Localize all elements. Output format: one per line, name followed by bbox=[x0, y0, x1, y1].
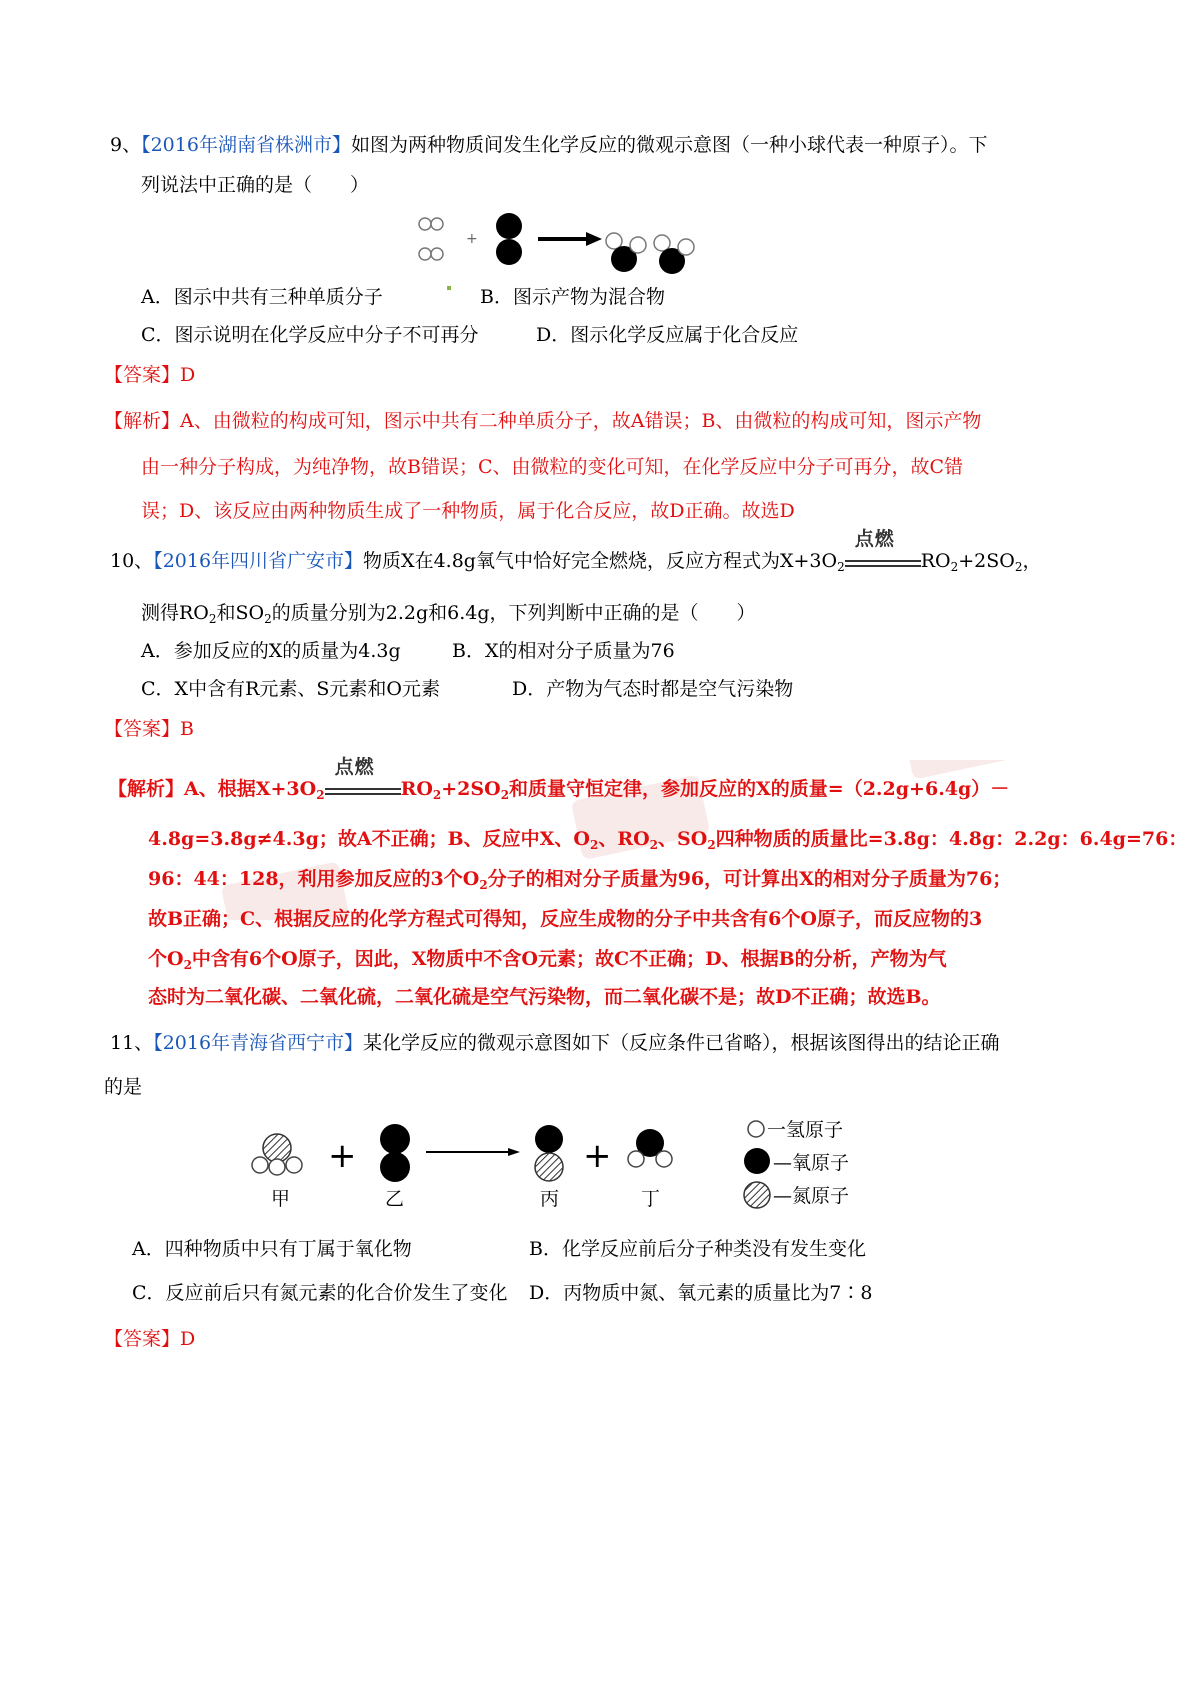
label-bing: 丙 bbox=[540, 1188, 560, 1210]
svg-text:+: + bbox=[328, 1136, 357, 1176]
reaction-condition-arrow-2: 点燃 bbox=[325, 776, 401, 802]
svg-text:+: + bbox=[466, 231, 478, 247]
q10-option-a: A．参加反应的X的质量为4.3g bbox=[141, 640, 401, 662]
q11-option-b: B．化学反应前后分子种类没有发生变化 bbox=[529, 1238, 866, 1260]
q9-option-b: B．图示产物为混合物 bbox=[480, 286, 665, 308]
reaction-condition-arrow: 点燃 bbox=[845, 548, 921, 574]
q9-analysis-line2: 由一种分子构成，为纯净物，故B错误；C、由微粒的变化可知，在化学反应中分子可再分，故C错 bbox=[141, 456, 964, 478]
q10-analysis-line3: 96：44：128，利用参加反应的3个$O_2$分子的相对分子质量为96，可计算出X的相对分子质量为76； bbox=[148, 868, 1012, 892]
q10-option-c: C．X中含有R元素、S元素和O元素 bbox=[141, 678, 440, 700]
q9-reaction-diagram bbox=[410, 205, 700, 275]
label-ding: 丁 bbox=[641, 1188, 661, 1210]
legend-oxygen: —氧原子 bbox=[773, 1152, 850, 1174]
q10-analysis-line5: 个$O_2$中含有6个O原子，因此，X物质中不含O元素；故C不正确；D、根据B的分析，产物为气 bbox=[148, 948, 947, 972]
q10-answer: 【答案】B bbox=[104, 718, 194, 740]
label-yi: 乙 bbox=[385, 1188, 405, 1210]
q10-analysis-line4: 故B正确；C、根据反应的化学方程式可得知，反应生成物的分子中共含有6个O原子，而反应物的3 bbox=[148, 908, 983, 930]
q11-answer: 【答案】D bbox=[104, 1328, 196, 1350]
q10-option-d: D．产物为气态时都是空气污染物 bbox=[512, 678, 794, 700]
q9-option-c: C．图示说明在化学反应中分子不可再分 bbox=[141, 324, 479, 346]
legend-hydrogen: 一氢原子 bbox=[767, 1119, 844, 1141]
q9-option-a: A．图示中共有三种单质分子 bbox=[141, 286, 383, 308]
q11-stem-line2: 的是 bbox=[104, 1076, 143, 1098]
q9-analysis-line1: 【解析】A、由微粒的构成可知，图示中共有二种单质分子，故A错误；B、由微粒的构成可知，图示产物 bbox=[104, 410, 982, 432]
q10-stem-line2: 测得$RO_2$和$SO_2$的质量分别为2.2g和6.4g，下列判断中正确的是（ ） bbox=[141, 602, 756, 626]
q9-analysis-line3: 误；D、该反应由两种物质生成了一种物质，属于化合反应，故D正确。故选D bbox=[141, 500, 795, 522]
q11-option-c: C．反应前后只有氮元素的化合价发生了变化 bbox=[132, 1282, 508, 1304]
q9-answer: 【答案】D bbox=[104, 364, 196, 386]
q10-analysis-line2: 4.8g=3.8g≠4.3g；故A不正确；B、反应中X、$O_2$、$RO_2$、$SO_2$四种物质的质量比=3.8g：4.8g：2.2g：6.4g=76： bbox=[148, 828, 1188, 852]
q11-option-a: A．四种物质中只有丁属于氧化物 bbox=[132, 1238, 412, 1260]
q10-source: 【2016年四川省广安市】 bbox=[153, 550, 364, 572]
q10-stem-line1: 10、【2016年四川省广安市】物质X在4.8g氧气中恰好完全燃烧，反应方程式为$X+3O_2$ 点燃 $RO_2+2SO_2$， bbox=[110, 528, 1042, 574]
legend-nitrogen: —氮原子 bbox=[773, 1185, 850, 1207]
svg-text:+: + bbox=[583, 1136, 612, 1176]
label-jia: 甲 bbox=[271, 1188, 291, 1210]
q9-stem-line2: 列说法中正确的是（ ） bbox=[141, 174, 370, 196]
stray-dot bbox=[447, 286, 451, 290]
q11-stem-line1: 11、【2016年青海省西宁市】某化学反应的微观示意图如下（反应条件已省略），根据该图得出的结论正确 bbox=[110, 1032, 1000, 1054]
q9-source: 【2016年湖南省株洲市】 bbox=[141, 134, 351, 156]
q11-source: 【2016年青海省西宁市】 bbox=[153, 1032, 364, 1054]
q10-analysis-line1: 【解析】A、根据$X+3O_2$ 点燃 $RO_2+2SO_2$和质量守恒定律，参加反应的X的质量=（2.2g+6.4g）－ bbox=[108, 756, 1010, 802]
q9-option-d: D．图示化学反应属于化合反应 bbox=[536, 324, 799, 346]
q11-option-d: D．丙物质中氮、氧元素的质量比为7∶8 bbox=[529, 1282, 873, 1304]
q10-option-b: B．X的相对分子质量为76 bbox=[452, 640, 675, 662]
q10-analysis-line6: 态时为二氧化碳、二氧化硫，二氧化硫是空气污染物，而二氧化碳不是；故D不正确；故选B。 bbox=[148, 986, 941, 1008]
q9-stem-line1: 9、【2016年湖南省株洲市】如图为两种物质间发生化学反应的微观示意图（一种小球代表一种原子）。下 bbox=[110, 134, 988, 156]
